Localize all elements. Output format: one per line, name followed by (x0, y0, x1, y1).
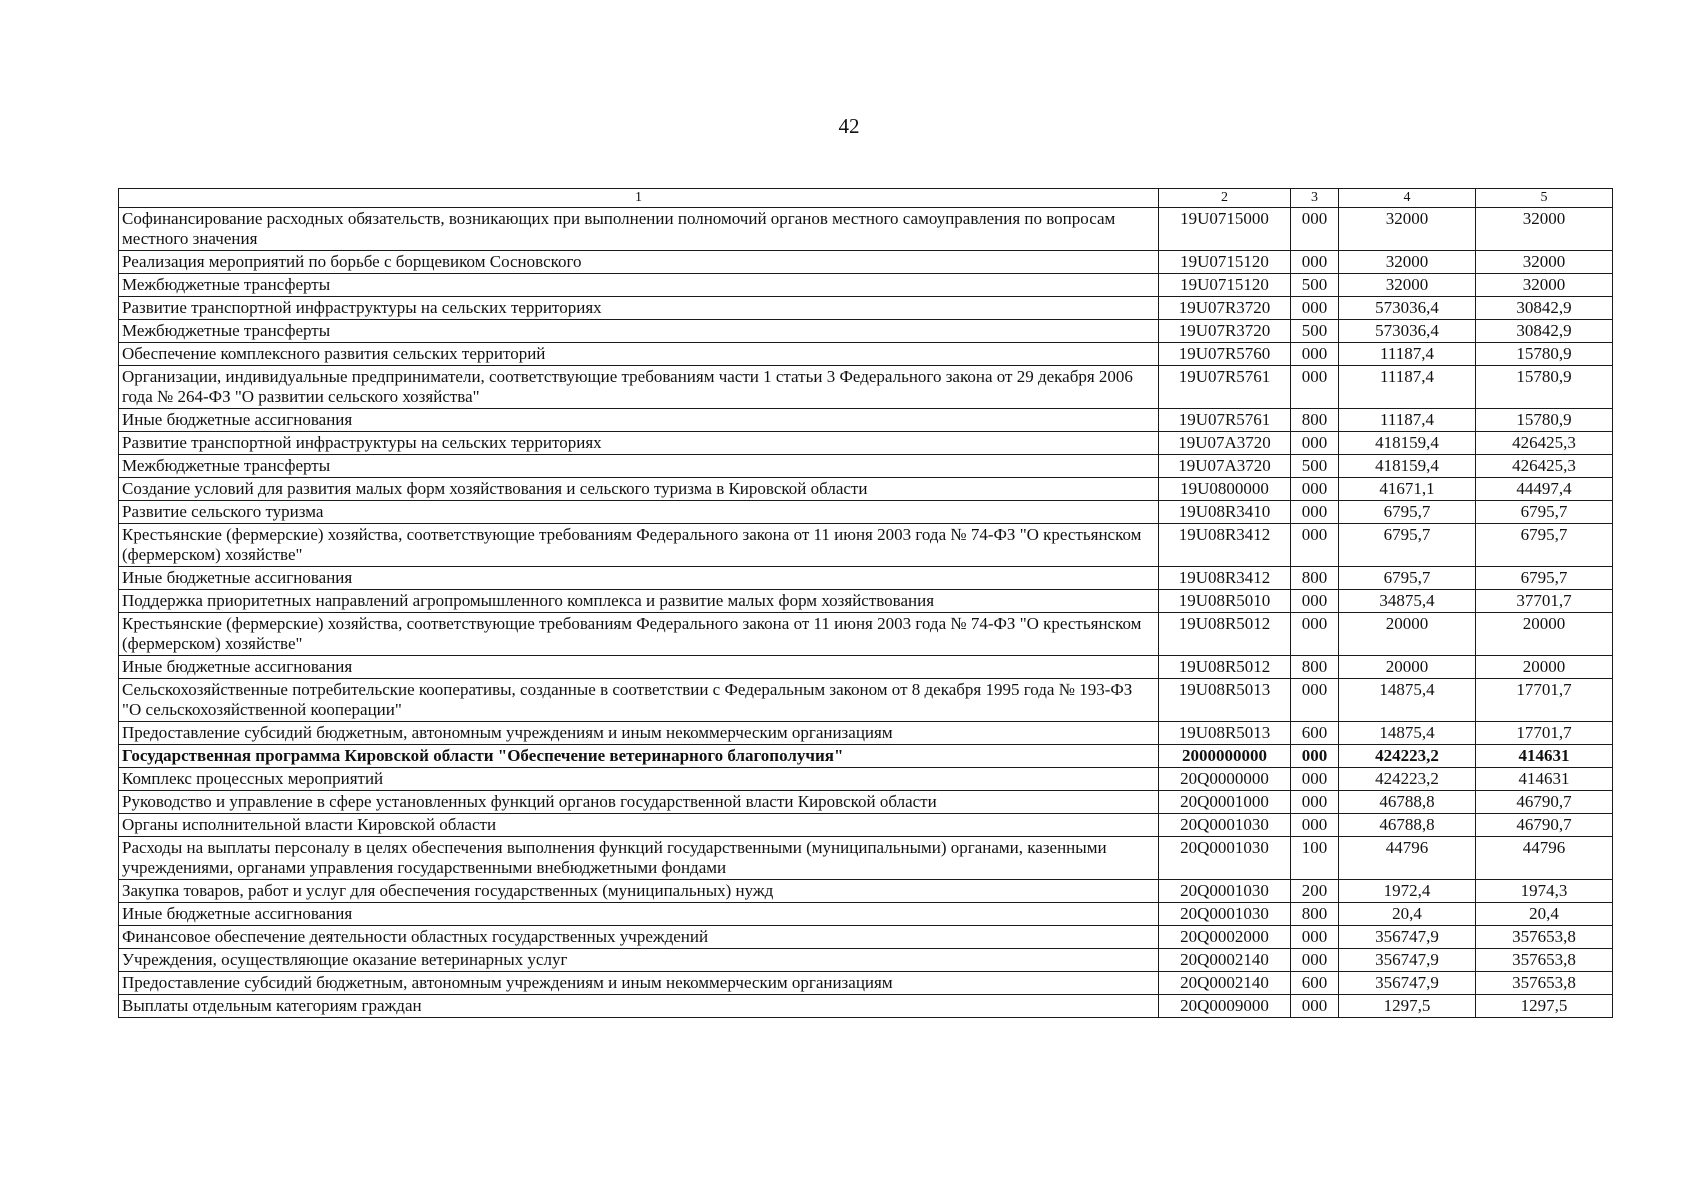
table-row (119, 814, 1613, 837)
row-code: 19U08R3410 (1159, 501, 1291, 524)
row-sum-1: 11187,4 (1339, 366, 1476, 409)
row-type: 600 (1291, 972, 1339, 995)
row-sum-1: 573036,4 (1339, 320, 1476, 343)
header-col-name: 1 (119, 189, 1159, 208)
table-row (119, 745, 1613, 768)
header-col-type: 3 (1291, 189, 1339, 208)
row-type: 200 (1291, 880, 1339, 903)
table-row (119, 768, 1613, 791)
row-type: 000 (1291, 590, 1339, 613)
row-name: Финансовое обеспечение деятельности областных государственных учреждений (119, 926, 1159, 949)
row-code: 19U0800000 (1159, 478, 1291, 501)
row-name: Сельскохозяйственные потребительские кооперативы, созданные в соответствии с Федеральным законом от 8 декабря 1995 года № 193-ФЗ "О сельскохозяйственной кооперации" (119, 679, 1159, 722)
table-row (119, 903, 1613, 926)
row-type: 000 (1291, 501, 1339, 524)
row-type: 000 (1291, 343, 1339, 366)
row-name: Поддержка приоритетных направлений агропромышленного комплекса и развитие малых форм хозяйствования (119, 590, 1159, 613)
row-code: 19U08R5013 (1159, 679, 1291, 722)
table-row (119, 274, 1613, 297)
row-code: 20Q0001000 (1159, 791, 1291, 814)
table-row (119, 722, 1613, 745)
row-sum-1: 32000 (1339, 274, 1476, 297)
row-sum-2: 17701,7 (1476, 679, 1613, 722)
table-row (119, 251, 1613, 274)
table-row (119, 972, 1613, 995)
row-sum-2: 15780,9 (1476, 343, 1613, 366)
row-type: 000 (1291, 814, 1339, 837)
row-sum-1: 356747,9 (1339, 926, 1476, 949)
row-code: 19U07R3720 (1159, 320, 1291, 343)
row-type: 000 (1291, 679, 1339, 722)
row-sum-1: 6795,7 (1339, 524, 1476, 567)
row-sum-1: 46788,8 (1339, 814, 1476, 837)
row-sum-1: 46788,8 (1339, 791, 1476, 814)
row-code: 19U08R3412 (1159, 567, 1291, 590)
row-code: 19U0715120 (1159, 274, 1291, 297)
row-type: 000 (1291, 768, 1339, 791)
row-code: 19U07R5760 (1159, 343, 1291, 366)
row-code: 20Q0000000 (1159, 768, 1291, 791)
row-sum-2: 32000 (1476, 208, 1613, 251)
row-sum-1: 356747,9 (1339, 949, 1476, 972)
row-sum-1: 6795,7 (1339, 567, 1476, 590)
table-header (119, 189, 1613, 208)
row-name: Обеспечение комплексного развития сельских территорий (119, 343, 1159, 366)
row-code: 19U08R3412 (1159, 524, 1291, 567)
row-name: Иные бюджетные ассигнования (119, 409, 1159, 432)
table-row (119, 478, 1613, 501)
row-name: Расходы на выплаты персоналу в целях обеспечения выполнения функций государственными (муниципальными) органами, казенными учреждениями, органами управления государственными внебюджетными фондами (119, 837, 1159, 880)
row-type: 500 (1291, 274, 1339, 297)
row-type: 800 (1291, 409, 1339, 432)
row-sum-1: 573036,4 (1339, 297, 1476, 320)
table-row (119, 567, 1613, 590)
table-row (119, 880, 1613, 903)
row-sum-1: 41671,1 (1339, 478, 1476, 501)
row-type: 100 (1291, 837, 1339, 880)
row-name: Развитие транспортной инфраструктуры на сельских территориях (119, 432, 1159, 455)
row-sum-1: 11187,4 (1339, 409, 1476, 432)
row-name: Развитие транспортной инфраструктуры на сельских территориях (119, 297, 1159, 320)
row-name: Создание условий для развития малых форм хозяйствования и сельского туризма в Кировской области (119, 478, 1159, 501)
row-name: Межбюджетные трансферты (119, 274, 1159, 297)
table-row (119, 501, 1613, 524)
row-sum-2: 15780,9 (1476, 409, 1613, 432)
row-sum-2: 6795,7 (1476, 524, 1613, 567)
row-sum-2: 20000 (1476, 656, 1613, 679)
row-name: Развитие сельского туризма (119, 501, 1159, 524)
row-sum-2: 426425,3 (1476, 455, 1613, 478)
row-sum-2: 46790,7 (1476, 814, 1613, 837)
row-name: Иные бюджетные ассигнования (119, 567, 1159, 590)
row-sum-1: 34875,4 (1339, 590, 1476, 613)
row-sum-2: 44497,4 (1476, 478, 1613, 501)
table-row (119, 679, 1613, 722)
row-sum-2: 414631 (1476, 768, 1613, 791)
row-name: Крестьянские (фермерские) хозяйства, соответствующие требованиям Федерального закона от 11 июня 2003 года № 74-ФЗ "О крестьянском (фермерском) хозяйстве" (119, 613, 1159, 656)
row-type: 000 (1291, 478, 1339, 501)
row-sum-2: 357653,8 (1476, 949, 1613, 972)
row-name: Учреждения, осуществляющие оказание ветеринарных услуг (119, 949, 1159, 972)
row-sum-1: 424223,2 (1339, 745, 1476, 768)
row-code: 19U08R5013 (1159, 722, 1291, 745)
page-number: 42 (838, 114, 860, 138)
row-type: 000 (1291, 926, 1339, 949)
row-type: 800 (1291, 903, 1339, 926)
row-sum-1: 418159,4 (1339, 432, 1476, 455)
table-row (119, 297, 1613, 320)
row-code: 20Q0001030 (1159, 903, 1291, 926)
table-row (119, 524, 1613, 567)
row-sum-1: 44796 (1339, 837, 1476, 880)
row-name: Организации, индивидуальные предприниматели, соответствующие требованиям части 1 статьи 3 Федерального закона от 29 декабря 2006 года № 264-ФЗ "О развитии сельского хозяйства" (119, 366, 1159, 409)
row-code: 19U08R5012 (1159, 613, 1291, 656)
row-sum-2: 6795,7 (1476, 567, 1613, 590)
row-code: 20Q0002140 (1159, 972, 1291, 995)
row-code: 19U0715000 (1159, 208, 1291, 251)
row-name: Комплекс процессных мероприятий (119, 768, 1159, 791)
row-sum-1: 1972,4 (1339, 880, 1476, 903)
row-type: 000 (1291, 613, 1339, 656)
row-sum-2: 1974,3 (1476, 880, 1613, 903)
row-name: Иные бюджетные ассигнования (119, 656, 1159, 679)
header-col-code: 2 (1159, 189, 1291, 208)
row-code: 19U07A3720 (1159, 432, 1291, 455)
row-code: 20Q0001030 (1159, 880, 1291, 903)
row-sum-1: 20000 (1339, 613, 1476, 656)
table-row (119, 208, 1613, 251)
row-type: 000 (1291, 297, 1339, 320)
row-name: Крестьянские (фермерские) хозяйства, соответствующие требованиям Федерального закона от 11 июня 2003 года № 74-ФЗ "О крестьянском (фермерском) хозяйстве" (119, 524, 1159, 567)
header-col-sum2: 5 (1476, 189, 1613, 208)
row-sum-2: 30842,9 (1476, 297, 1613, 320)
row-name: Выплаты отдельным категориям граждан (119, 995, 1159, 1018)
row-type: 000 (1291, 791, 1339, 814)
row-code: 19U07R5761 (1159, 409, 1291, 432)
table-row (119, 791, 1613, 814)
row-type: 000 (1291, 745, 1339, 768)
row-sum-2: 357653,8 (1476, 926, 1613, 949)
header-row (119, 189, 1613, 208)
row-code: 19U07A3720 (1159, 455, 1291, 478)
row-name: Предоставление субсидий бюджетным, автономным учреждениям и иным некоммерческим организациям (119, 722, 1159, 745)
row-sum-1: 32000 (1339, 208, 1476, 251)
row-type: 500 (1291, 455, 1339, 478)
row-sum-2: 1297,5 (1476, 995, 1613, 1018)
row-type: 000 (1291, 251, 1339, 274)
row-code: 19U0715120 (1159, 251, 1291, 274)
row-code: 19U07R3720 (1159, 297, 1291, 320)
row-name: Предоставление субсидий бюджетным, автономным учреждениям и иным некоммерческим организациям (119, 972, 1159, 995)
table-row (119, 837, 1613, 880)
row-name: Руководство и управление в сфере установленных функций органов государственной власти Кировской области (119, 791, 1159, 814)
row-sum-2: 37701,7 (1476, 590, 1613, 613)
row-sum-1: 32000 (1339, 251, 1476, 274)
row-type: 800 (1291, 567, 1339, 590)
row-type: 000 (1291, 949, 1339, 972)
table-row (119, 455, 1613, 478)
row-code: 2000000000 (1159, 745, 1291, 768)
row-code: 20Q0002140 (1159, 949, 1291, 972)
row-code: 19U08R5010 (1159, 590, 1291, 613)
table-row (119, 366, 1613, 409)
table-row (119, 320, 1613, 343)
row-sum-2: 426425,3 (1476, 432, 1613, 455)
row-code: 20Q0009000 (1159, 995, 1291, 1018)
row-name: Межбюджетные трансферты (119, 320, 1159, 343)
row-code: 19U08R5012 (1159, 656, 1291, 679)
table-row (119, 590, 1613, 613)
row-type: 000 (1291, 208, 1339, 251)
table-row (119, 995, 1613, 1018)
row-sum-2: 32000 (1476, 274, 1613, 297)
row-sum-2: 15780,9 (1476, 366, 1613, 409)
row-code: 19U07R5761 (1159, 366, 1291, 409)
row-sum-2: 6795,7 (1476, 501, 1613, 524)
row-sum-1: 11187,4 (1339, 343, 1476, 366)
row-sum-1: 424223,2 (1339, 768, 1476, 791)
row-sum-1: 20,4 (1339, 903, 1476, 926)
row-type: 000 (1291, 995, 1339, 1018)
row-code: 20Q0001030 (1159, 814, 1291, 837)
row-type: 600 (1291, 722, 1339, 745)
row-type: 000 (1291, 366, 1339, 409)
row-type: 800 (1291, 656, 1339, 679)
row-sum-1: 418159,4 (1339, 455, 1476, 478)
table-row (119, 949, 1613, 972)
row-code: 20Q0001030 (1159, 837, 1291, 880)
row-sum-2: 44796 (1476, 837, 1613, 880)
row-sum-2: 20000 (1476, 613, 1613, 656)
row-sum-1: 1297,5 (1339, 995, 1476, 1018)
row-sum-2: 414631 (1476, 745, 1613, 768)
header-col-sum1: 4 (1339, 189, 1476, 208)
row-type: 500 (1291, 320, 1339, 343)
row-name: Софинансирование расходных обязательств, возникающих при выполнении полномочий органов местного самоуправления по вопросам местного значения (119, 208, 1159, 251)
row-sum-2: 32000 (1476, 251, 1613, 274)
row-name: Закупка товаров, работ и услуг для обеспечения государственных (муниципальных) нужд (119, 880, 1159, 903)
row-sum-1: 356747,9 (1339, 972, 1476, 995)
row-type: 000 (1291, 432, 1339, 455)
row-name: Межбюджетные трансферты (119, 455, 1159, 478)
table-row (119, 613, 1613, 656)
row-sum-2: 20,4 (1476, 903, 1613, 926)
row-type: 000 (1291, 524, 1339, 567)
row-sum-1: 6795,7 (1339, 501, 1476, 524)
row-name: Государственная программа Кировской области "Обеспечение ветеринарного благополучия" (119, 745, 1159, 768)
row-sum-1: 14875,4 (1339, 679, 1476, 722)
row-sum-2: 46790,7 (1476, 791, 1613, 814)
table-row (119, 432, 1613, 455)
table-row (119, 926, 1613, 949)
row-sum-2: 17701,7 (1476, 722, 1613, 745)
row-sum-1: 14875,4 (1339, 722, 1476, 745)
table-row (119, 656, 1613, 679)
budget-table (118, 188, 1613, 1018)
row-sum-1: 20000 (1339, 656, 1476, 679)
table-row (119, 409, 1613, 432)
row-name: Органы исполнительной власти Кировской области (119, 814, 1159, 837)
row-name: Иные бюджетные ассигнования (119, 903, 1159, 926)
row-name: Реализация мероприятий по борьбе с борщевиком Сосновского (119, 251, 1159, 274)
row-code: 20Q0002000 (1159, 926, 1291, 949)
row-sum-2: 30842,9 (1476, 320, 1613, 343)
row-sum-2: 357653,8 (1476, 972, 1613, 995)
table-row (119, 343, 1613, 366)
table-body (119, 208, 1613, 1018)
